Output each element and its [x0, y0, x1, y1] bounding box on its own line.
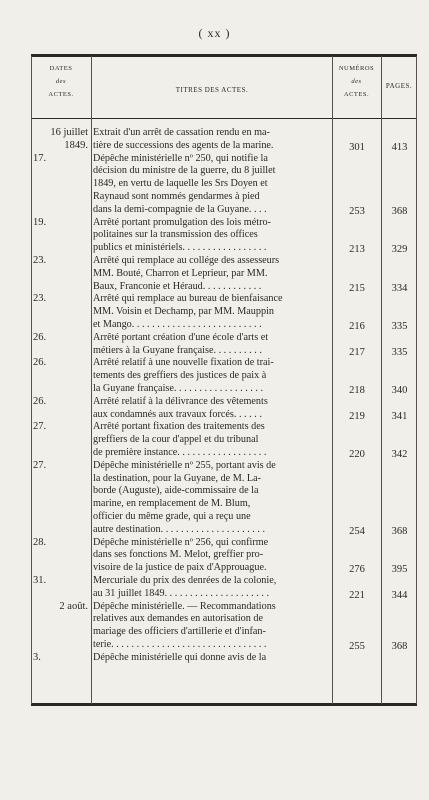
row-title-line: Arrêté relatif à la délivrance des vêtements [93, 395, 268, 407]
row-title-line: publics et ministériels. . . . . . . . . . . . . . . . . [93, 242, 267, 254]
row-title-line: 1849, en vertu de laquelle les Srs Doyen et [93, 178, 268, 190]
header-numeros-line: ACTES. [343, 91, 370, 98]
row-date-line: 16 juillet [50, 127, 88, 138]
row-date [33, 293, 89, 306]
row-numero: 216 [349, 320, 365, 332]
row-numero: 218 [349, 384, 365, 396]
row-title-line: Dépêche ministérielle nº 255, portant avis de [93, 459, 276, 471]
row-date-line: 26. [33, 331, 47, 343]
row-date-line: 23. [33, 255, 47, 266]
row-title [93, 153, 331, 217]
row-title-line: au 31 juillet 1849. . . . . . . . . . . . . . . . . . . . . [93, 587, 270, 599]
row-title [93, 601, 331, 652]
row-title [93, 127, 331, 153]
row-page: 341 [391, 410, 408, 422]
row-title-line: Dépêche ministérielle qui donne avis de la [93, 651, 267, 663]
row-title-line: Arrêté qui remplace au collége des assesseurs [93, 255, 280, 266]
table-border-right [416, 56, 417, 704]
row-title-line: Arrêté qui remplace au bureau de bienfaisance [93, 293, 283, 305]
row-title-line: officier du même grade, qui a reçu une [93, 510, 251, 522]
row-title-line: Arrêté portant fixation des traitements des [93, 421, 265, 433]
page-number: ( xx ) [198, 26, 231, 40]
row-numero: 276 [349, 564, 365, 576]
row-title-line: métiers à la Guyane française. . . . . . . . . . [93, 344, 262, 356]
row-title-line: la destination, pour la Guyane, de M. La- [93, 472, 262, 484]
row-title-line: et Mango. . . . . . . . . . . . . . . . . . . . . . . . . . [93, 318, 262, 330]
row-date [33, 217, 89, 230]
row-date [33, 357, 89, 370]
row-numero: 217 [349, 346, 365, 358]
row-date-line: 23. [33, 293, 47, 305]
header-dates-line: DATES [49, 65, 73, 72]
row-title-line: dans la demi-compagnie de la Guyane. . . . [93, 203, 267, 215]
column-divider-dates [91, 56, 92, 704]
row-page: 334 [391, 282, 408, 294]
row-title [93, 357, 331, 395]
row-date [31, 127, 88, 153]
row-date-line: 1849. [64, 139, 88, 151]
row-numero: 221 [349, 589, 365, 601]
row-date-line: 28. [33, 536, 47, 548]
row-date-line: 31. [33, 575, 47, 586]
row-title-line: décision du ministre de la guerre, du 8 juillet [93, 165, 276, 177]
row-date [31, 601, 88, 614]
row-title [93, 217, 331, 255]
row-title [93, 332, 331, 358]
row-title-line: terie. . . . . . . . . . . . . . . . . . . . . . . . . . . . . . . [93, 638, 267, 650]
row-page: 340 [391, 384, 408, 396]
row-title [93, 396, 331, 422]
row-title-line: visoire de la justice de paix d'Approuague. [93, 562, 267, 574]
header-numeros [332, 62, 381, 101]
row-title [93, 537, 331, 575]
row-title-line: relatives aux demandes en autorisation de [93, 613, 264, 625]
row-title-line: Arrêté portant promulgation des lois métro- [93, 216, 271, 228]
header-rule [31, 118, 417, 119]
row-date-line: 26. [33, 395, 47, 407]
row-page: 335 [391, 346, 408, 358]
row-title [93, 575, 331, 601]
row-title-line: tière de successions des agents de la marine. [93, 139, 274, 151]
row-title-line: Arrêté portant création d'une école d'arts et [93, 331, 269, 343]
column-divider-titles [332, 56, 333, 704]
header-dates [31, 62, 91, 101]
row-date [33, 460, 89, 473]
header-dates-line: des [55, 78, 67, 85]
row-page: 344 [391, 589, 408, 601]
row-title-line: MM. Bouté, Charron et Leprieur, par MM. [93, 267, 268, 279]
row-title-line: Dépêche ministérielle. — Recommandations [93, 600, 276, 612]
row-title-line: Dépêche ministérielle nº 250, qui notifie la [93, 152, 268, 164]
row-title-line: Raynaud sont nommés gendarmes à pied [93, 190, 260, 202]
header-pages: PAGES. [385, 82, 413, 90]
row-numero: 219 [349, 410, 365, 422]
header-titles: TITRES DES ACTES. [175, 86, 249, 94]
row-date [33, 332, 89, 345]
row-page: 368 [391, 525, 408, 537]
row-date [33, 153, 89, 166]
row-date-line: 2 août. [59, 600, 88, 612]
row-page: 395 [391, 564, 408, 576]
row-numero: 220 [349, 448, 365, 460]
row-title [93, 652, 331, 665]
row-date-line: 26. [33, 357, 47, 369]
column-divider-numeros [381, 56, 382, 704]
row-title-line: la Guyane française. . . . . . . . . . . . . . . . . . [93, 382, 264, 394]
row-numero: 255 [349, 640, 365, 652]
row-date-line: 27. [33, 421, 47, 433]
table-top-rule [31, 54, 417, 57]
row-date [33, 575, 89, 588]
row-title-line: Mercuriale du prix des denrées de la colonie, [93, 575, 277, 586]
row-title-line: mariage des officiers d'artillerie et d'infan- [93, 626, 266, 638]
row-title-line: Extrait d'un arrêt de cassation rendu en ma- [93, 127, 270, 138]
row-title-line: politaines sur la transmission des offices [93, 229, 258, 241]
row-numero: 213 [349, 244, 365, 256]
header-dates-line: ACTES. [48, 91, 74, 98]
row-date [33, 396, 89, 409]
row-title [93, 255, 331, 293]
row-title-line: aux condamnés aux travaux forcés. . . . . . [93, 408, 262, 420]
row-title [93, 293, 331, 331]
row-date [33, 255, 89, 268]
row-numero: 253 [349, 205, 365, 217]
row-title-line: MM. Voisin et Dechamp, par MM. Mauppin [93, 306, 275, 318]
row-title-line: Dépêche ministérielle nº 256, qui confirme [93, 536, 269, 548]
row-title-line: greffiers de la cour d'appel et du tribunal [93, 434, 259, 446]
row-title-line: marine, en remplacement de M. Blum, [93, 498, 251, 510]
header-numeros-line: NUMÉROS [338, 65, 375, 72]
header-numeros-line: des [351, 78, 362, 85]
row-title-line: tements des greffiers des justices de paix à [93, 370, 267, 382]
row-numero: 254 [349, 525, 365, 537]
row-numero: 301 [349, 141, 365, 153]
row-page: 342 [391, 448, 408, 460]
row-date [33, 421, 89, 434]
row-date-line: 3. [33, 651, 41, 663]
table-bottom-rule [31, 703, 417, 706]
row-title-line: autre destination. . . . . . . . . . . . . . . . . . . . . [93, 523, 266, 535]
row-date-line: 19. [33, 216, 47, 228]
row-page: 413 [391, 141, 408, 153]
row-title [93, 460, 331, 537]
row-date [33, 652, 89, 665]
row-page: 329 [391, 244, 408, 256]
row-numero: 215 [349, 282, 365, 294]
row-title-line: borde (Auguste), aide-commissaire de la [93, 485, 259, 497]
row-date-line: 27. [33, 459, 47, 471]
row-title-line: Arrêté relatif à une nouvelle fixation de trai- [93, 357, 274, 369]
row-page: 335 [391, 320, 408, 332]
row-title-line: dans ses fonctions M. Melot, greffier pro- [93, 549, 264, 561]
row-title-line: de première instance. . . . . . . . . . . . . . . . . . [93, 446, 267, 458]
row-date [33, 537, 89, 550]
row-page: 368 [391, 205, 408, 217]
row-title [93, 421, 331, 459]
row-title-line: Baux, Franconie et Héraud. . . . . . . . . . . . [93, 280, 262, 292]
row-date-line: 17. [33, 152, 47, 164]
row-page: 368 [391, 640, 408, 652]
